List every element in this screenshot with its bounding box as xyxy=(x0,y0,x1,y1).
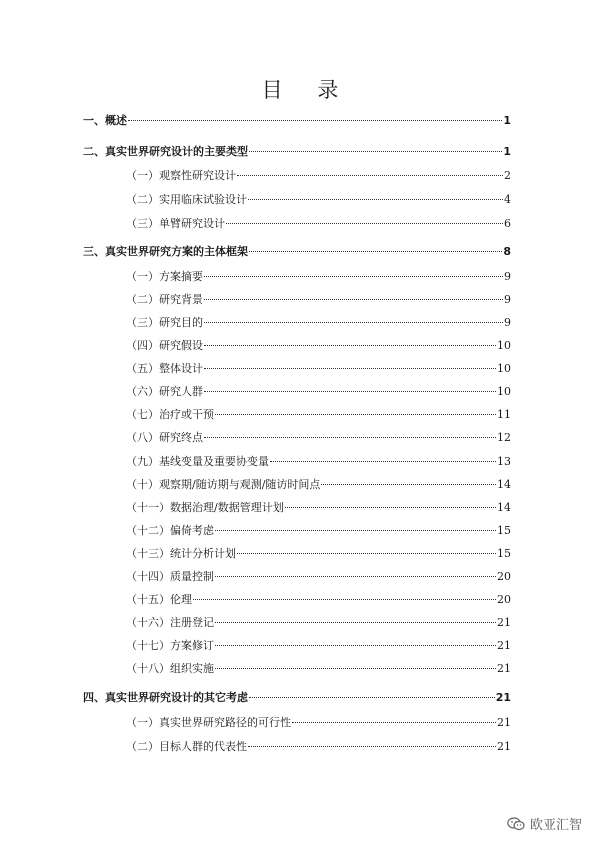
toc-entry-page: 1 xyxy=(503,145,511,158)
toc-entry-page: 6 xyxy=(504,217,511,230)
dot-leader xyxy=(249,151,502,152)
toc-entry-page: 9 xyxy=(504,293,511,306)
dot-leader xyxy=(249,697,495,698)
toc-entry[interactable] xyxy=(126,430,511,446)
wechat-icon xyxy=(507,817,525,831)
toc-entry-page: 2 xyxy=(504,169,511,182)
toc-entry[interactable] xyxy=(126,216,511,232)
toc-entry-page: 12 xyxy=(497,431,511,444)
dot-leader xyxy=(215,530,496,531)
toc-entry[interactable] xyxy=(126,384,511,400)
toc-entry-label: （一）真实世界研究路径的可行性 xyxy=(126,716,291,729)
dot-leader xyxy=(204,437,496,438)
toc-entry-label: 三、真实世界研究方案的主体框架 xyxy=(83,245,248,258)
toc-entry[interactable] xyxy=(83,690,511,706)
toc-entry-label: （十二）偏倚考虑 xyxy=(126,524,214,537)
toc-entry-page: 15 xyxy=(497,524,511,537)
toc-entry[interactable] xyxy=(126,315,511,331)
toc-entry-page: 10 xyxy=(497,362,511,375)
dot-leader xyxy=(292,722,496,723)
toc-entry[interactable] xyxy=(126,715,511,731)
toc-entry[interactable] xyxy=(83,144,511,160)
page-title: 目 录 xyxy=(261,78,353,102)
toc-entry[interactable] xyxy=(126,192,511,208)
toc-entry-label: （二）实用临床试验设计 xyxy=(126,193,247,206)
toc-entry-page: 14 xyxy=(497,478,511,491)
toc-entry-page: 8 xyxy=(503,245,511,258)
toc-entry-page: 9 xyxy=(504,270,511,283)
toc-entry-label: （二）目标人群的代表性 xyxy=(126,740,247,753)
toc-entry-page: 21 xyxy=(495,691,511,704)
toc-entry-label: （三）单臂研究设计 xyxy=(126,217,225,230)
toc-entry-page: 4 xyxy=(504,193,511,206)
toc-entry-label: （十六）注册登记 xyxy=(126,616,214,629)
dot-leader xyxy=(204,299,503,300)
toc-entry-page: 21 xyxy=(497,639,511,652)
toc-entry-page: 15 xyxy=(497,547,511,560)
dot-leader xyxy=(204,391,496,392)
toc-entry[interactable] xyxy=(126,292,511,308)
toc-entry[interactable] xyxy=(126,569,511,585)
toc-entry-page: 10 xyxy=(497,385,511,398)
toc-entry-page: 21 xyxy=(497,662,511,675)
toc-entry-page: 14 xyxy=(497,501,511,514)
dot-leader xyxy=(285,507,496,508)
toc-entry[interactable] xyxy=(126,361,511,377)
toc-entry[interactable] xyxy=(126,638,511,654)
toc-entry-label: 一、概述 xyxy=(83,114,127,127)
toc-entry-page: 9 xyxy=(504,316,511,329)
dot-leader xyxy=(226,223,503,224)
toc-entry-page: 21 xyxy=(497,740,511,753)
toc-entry[interactable] xyxy=(126,739,511,755)
dot-leader xyxy=(215,576,496,577)
toc-entry-label: （十七）方案修订 xyxy=(126,639,214,652)
toc-entry[interactable] xyxy=(126,338,511,354)
toc-entry-label: （十八）组织实施 xyxy=(126,662,214,675)
toc-entry[interactable] xyxy=(83,244,511,260)
dot-leader xyxy=(204,322,503,323)
toc-entry-label: 四、真实世界研究设计的其它考虑 xyxy=(83,691,248,704)
toc-entry-label: （十）观察期/随访期与观测/随访时间点 xyxy=(126,478,321,491)
toc-entry-label: （六）研究人群 xyxy=(126,385,203,398)
toc-entry[interactable] xyxy=(126,546,511,562)
toc-entry[interactable] xyxy=(126,500,511,516)
toc-entry[interactable] xyxy=(83,113,511,129)
toc-entry-label: （八）研究终点 xyxy=(126,431,203,444)
toc-entry-page: 20 xyxy=(497,593,511,606)
dot-leader xyxy=(321,484,496,485)
toc-entry-label: （三）研究目的 xyxy=(126,316,203,329)
toc-entry-label: （五）整体设计 xyxy=(126,362,203,375)
dot-leader xyxy=(215,622,496,623)
toc-entry-label: （四）研究假设 xyxy=(126,339,203,352)
toc-entry-page: 13 xyxy=(497,455,511,468)
toc-entry[interactable] xyxy=(126,661,511,677)
toc-entry-label: （一）方案摘要 xyxy=(126,270,203,283)
toc-entry-label: （二）研究背景 xyxy=(126,293,203,306)
toc-entry[interactable] xyxy=(126,523,511,539)
dot-leader xyxy=(237,553,496,554)
dot-leader xyxy=(204,345,496,346)
toc-entry-page: 1 xyxy=(503,114,511,127)
toc-entry[interactable] xyxy=(126,454,511,470)
toc-entry-page: 21 xyxy=(497,616,511,629)
dot-leader xyxy=(248,199,503,200)
toc-entry-page: 10 xyxy=(497,339,511,352)
toc-entry[interactable] xyxy=(126,407,511,423)
dot-leader xyxy=(249,251,502,252)
toc-entry-label: （十一）数据治理/数据管理计划 xyxy=(126,501,284,514)
watermark-text: 欧亚汇智 xyxy=(529,818,582,833)
toc-entry-label: （七）治疗或干预 xyxy=(126,408,214,421)
dot-leader xyxy=(215,645,496,646)
dot-leader xyxy=(248,746,496,747)
toc-entry-page: 20 xyxy=(497,570,511,583)
toc-entry[interactable] xyxy=(126,477,511,493)
toc-entry-label: （九）基线变量及重要协变量 xyxy=(126,455,269,468)
toc-entry[interactable] xyxy=(126,269,511,285)
toc-entry-label: （十五）伦理 xyxy=(126,593,192,606)
dot-leader xyxy=(128,120,502,121)
toc-entry-page: 11 xyxy=(497,408,511,421)
toc-entry-label: 二、真实世界研究设计的主要类型 xyxy=(83,145,248,158)
toc-entry-label: （十四）质量控制 xyxy=(126,570,214,583)
dot-leader xyxy=(215,414,496,415)
dot-leader xyxy=(204,368,496,369)
dot-leader xyxy=(270,461,496,462)
toc-entry[interactable] xyxy=(126,168,511,184)
toc-entry-label: （一）观察性研究设计 xyxy=(126,169,236,182)
toc-entry-page: 21 xyxy=(497,716,511,729)
dot-leader xyxy=(193,599,496,600)
watermark xyxy=(507,814,582,833)
dot-leader xyxy=(204,276,503,277)
dot-leader xyxy=(237,175,503,176)
toc-entry-label: （十三）统计分析计划 xyxy=(126,547,236,560)
toc-entry[interactable] xyxy=(126,615,511,631)
dot-leader xyxy=(215,668,496,669)
toc-entry[interactable] xyxy=(126,592,511,608)
